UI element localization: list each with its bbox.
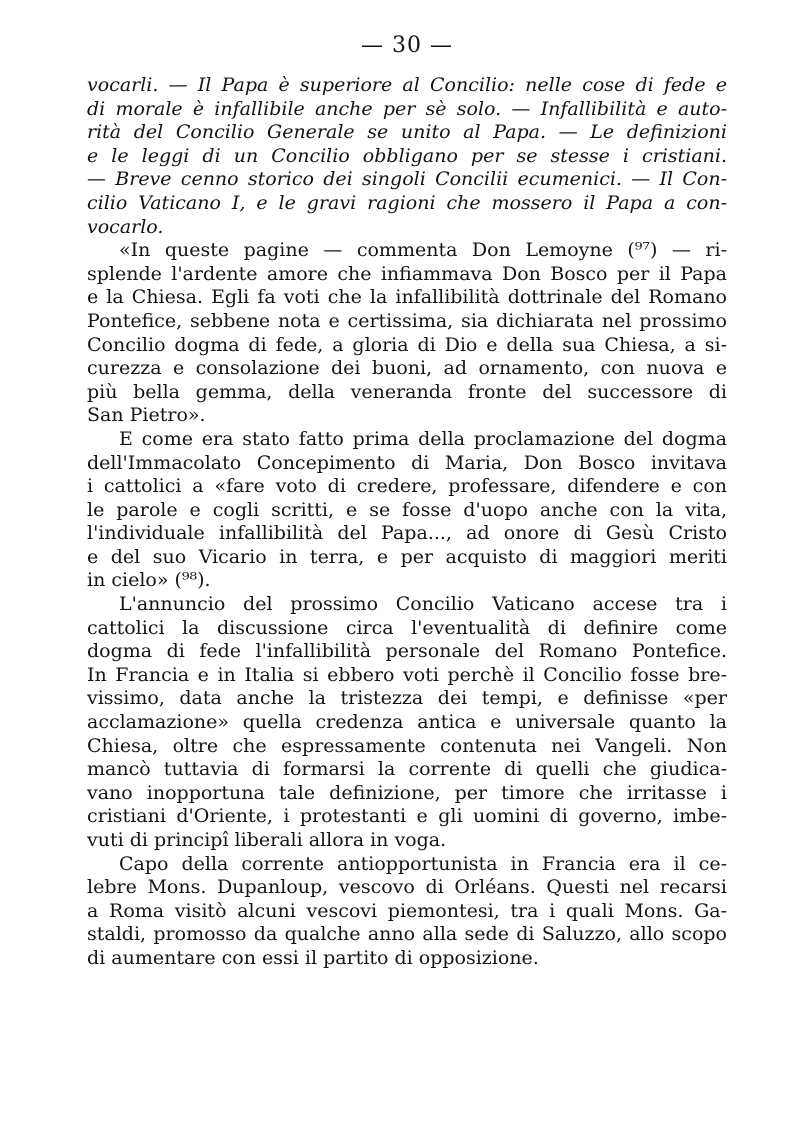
- text-line: Capo della corrente antiopportunista in Francia era il ce-: [119, 852, 727, 875]
- text-line: vocarlo.: [87, 215, 164, 238]
- text-line: più bella gemma, della veneranda fronte del successore di: [87, 380, 727, 403]
- page-number: — 30 —: [361, 33, 453, 58]
- text-line: cristiani d'Oriente, i protestanti e gli uomini di governo, imbe-: [87, 805, 727, 828]
- text-line: E come era stato fatto prima della proclamazione del dogma: [119, 427, 727, 450]
- text-line: a Roma visitò alcuni vescovi piemontesi, tra i quali Mons. Ga-: [87, 899, 727, 922]
- text-line: «In queste pagine — commenta Don Lemoyne (⁹⁷) — ri-: [119, 239, 727, 262]
- paragraph: [87, 428, 727, 593]
- text-line: staldi, promosso da qualche anno alla sede di Saluzzo, allo scopo: [87, 923, 727, 946]
- text-line: vuti di principî liberali allora in voga.: [87, 829, 447, 851]
- text-line: L'annuncio del prossimo Concilio Vaticano accese tra i: [119, 593, 727, 616]
- text-line: cilio Vaticano I, e le gravi ragioni che mossero il Papa a con-: [87, 191, 727, 214]
- text-line: e del suo Vicario in terra, e per acquisto di maggiori meriti: [87, 545, 727, 568]
- paragraph: [87, 853, 727, 971]
- text-line: Pontefice, sebbene nota e certissima, sia dichiarata nel prossimo: [87, 309, 727, 332]
- book-page: [87, 28, 727, 971]
- paragraph: [87, 239, 727, 428]
- text-line: vissimo, data anche la tristezza dei tempi, e definisse «per: [87, 687, 727, 710]
- text-line: San Pietro».: [87, 404, 206, 427]
- text-line: le parole e cogli scritti, e se fosse d'uopo anche con la vita,: [87, 498, 727, 521]
- text-line: vano inopportuna tale definizione, per timore che irritasse i: [87, 781, 727, 804]
- text-line: e le leggi di un Concilio obbligano per se stesse i cristiani.: [87, 144, 727, 167]
- paragraph: [87, 593, 727, 853]
- body-text: [87, 74, 727, 971]
- paragraph: [87, 74, 727, 239]
- text-line: — Breve cenno storico dei singoli Concilii ecumenici. — Il Con-: [87, 168, 727, 191]
- text-line: di morale è infallibile anche per sè solo. — Infallibilità e auto-: [87, 97, 727, 120]
- text-line: e la Chiesa. Egli fa voti che la infallibilità dottrinale del Romano: [87, 286, 727, 309]
- text-line: di aumentare con essi il partito di opposizione.: [87, 946, 539, 969]
- text-line: l'individuale infallibilità del Papa..., ad onore di Gesù Cristo: [87, 522, 727, 545]
- text-line: cattolici la discussione circa l'eventualità di definire come: [87, 616, 727, 639]
- text-line: dell'Immacolato Concepimento di Maria, Don Bosco invitava: [87, 451, 727, 474]
- text-line: curezza e consolazione dei buoni, ad ornamento, con nuova e: [87, 357, 727, 380]
- text-line: i cattolici a «fare voto di credere, professare, difendere e con: [87, 475, 727, 498]
- text-line: Concilio dogma di fede, a gloria di Dio e della sua Chiesa, a si-: [87, 333, 727, 356]
- text-line: Chiesa, oltre che espressamente contenuta nei Vangeli. Non: [87, 734, 727, 757]
- text-line: mancò tuttavia di formarsi la corrente di quelli che giudica-: [87, 758, 727, 781]
- text-line: In Francia e in Italia si ebbero voti perchè il Concilio fosse bre-: [87, 663, 727, 686]
- text-line: splende l'ardente amore che infiammava Don Bosco per il Papa: [87, 262, 727, 285]
- text-line: rità del Concilio Generale se unito al Papa. — Le definizioni: [87, 121, 727, 144]
- text-line: lebre Mons. Dupanloup, vescovo di Orléans. Questi nel recarsi: [87, 876, 727, 899]
- text-line: in cielo» (⁹⁸).: [87, 569, 211, 592]
- text-line: vocarli. — Il Papa è superiore al Concilio: nelle cose di fede e: [87, 74, 727, 96]
- text-line: acclamazione» quella credenza antica e universale quanto la: [87, 711, 727, 734]
- text-line: dogma di fede l'infallibilità personale del Romano Pontefice.: [87, 640, 727, 663]
